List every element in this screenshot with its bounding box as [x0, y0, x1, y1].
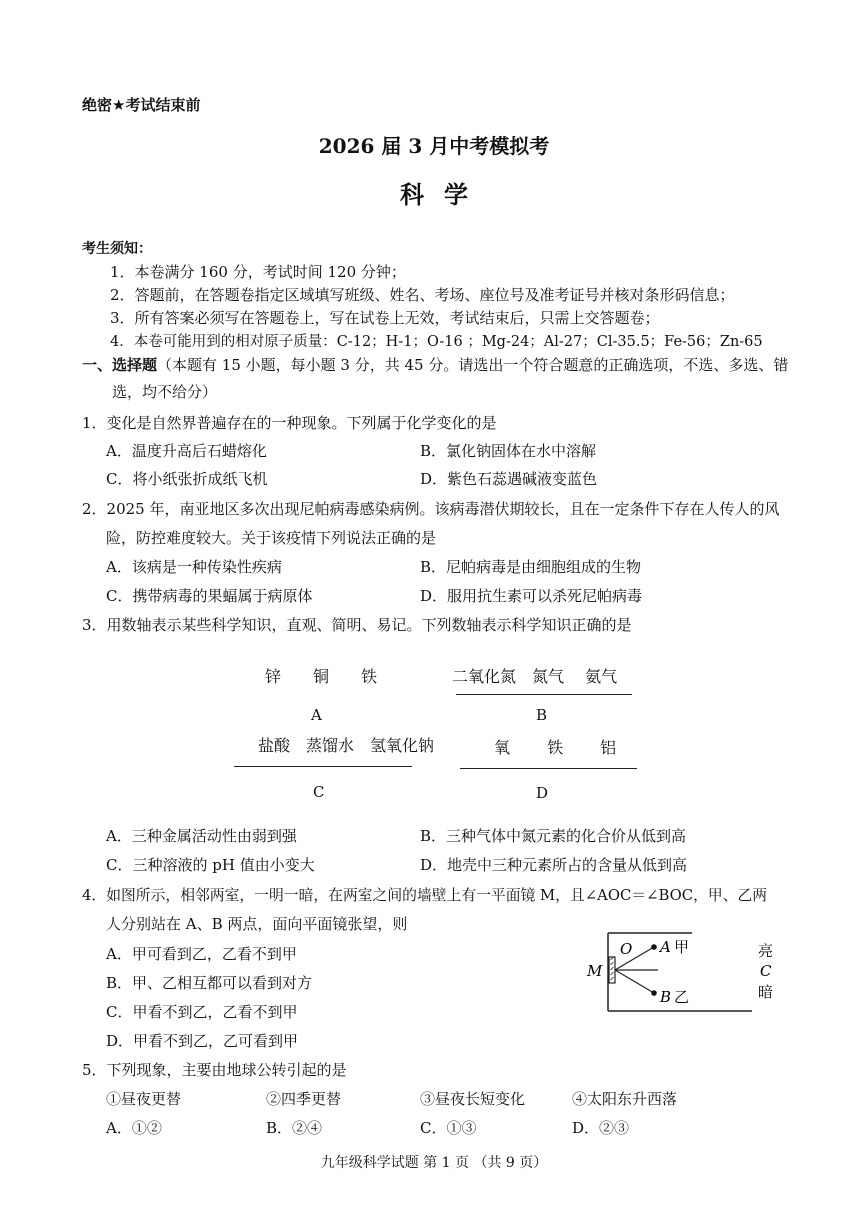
q1-option-d: D．紫色石蕊遇碱液变蓝色 [420, 470, 598, 488]
q4-stem-cont: 人分别站在 A、B 两点，面向平面镜张望，则 [106, 915, 408, 933]
label-a: A [660, 938, 671, 956]
q5-option-b: B．②④ [266, 1119, 323, 1137]
q3-option-d: D．地壳中三种元素所占的含量从低到高 [420, 856, 688, 874]
notice-item: 1．本卷满分 160 分，考试时间 120 分钟； [110, 263, 406, 281]
label-b: B [660, 988, 672, 1006]
q2-stem: 2．2025 年，南亚地区多次出现尼帕病毒感染病例。该病毒潜伏期较长，且在一定条件下存在人传人的风 [82, 500, 780, 518]
section-label: 一、选择题 [82, 356, 158, 374]
section-instructions: （本题有 15 小题，每小题 3 分，共 45 分。请选出一个符合题意的正确选项，不选、多选、错 [157, 356, 789, 374]
q2-option-c: C．携带病毒的果蝠属于病原体 [106, 587, 313, 605]
q4-option-c: C．甲看不到乙，乙看不到甲 [106, 1003, 298, 1021]
q1-option-a: A．温度升高后石蜡熔化 [106, 442, 267, 460]
point-b [651, 990, 657, 996]
ray-ob [615, 970, 654, 993]
q5-option-a: A．①② [106, 1119, 162, 1137]
label-dark: 暗 [758, 983, 774, 1001]
label-c: C [760, 962, 772, 980]
q5-option-d: D．②③ [572, 1119, 630, 1137]
axis-b-letter: B [536, 706, 548, 724]
q2-stem-cont: 险，防控难度较大。关于该疫情下列说法正确的是 [106, 529, 437, 547]
section-instructions-cont: 选，均不给分） [112, 383, 218, 401]
axis-d-items: 氧 铁 铝 [494, 738, 617, 757]
axis-d-letter: D [536, 784, 549, 802]
q4-option-a: A．甲可看到乙，乙看不到甲 [106, 945, 297, 963]
q4-option-d: D．甲看不到乙，乙可看到甲 [106, 1032, 299, 1050]
q1-option-c: C．将小纸张折成纸飞机 [106, 470, 268, 488]
mirror-diagram [580, 925, 800, 1020]
label-bright: 亮 [758, 942, 774, 960]
q2-option-d: D．服用抗生素可以杀死尼帕病毒 [420, 587, 643, 605]
q2-option-a: A．该病是一种传染性疾病 [106, 558, 282, 576]
axis-b-line [456, 694, 632, 695]
q5-phenomenon-4: ④太阳东升西落 [572, 1090, 678, 1108]
axis-b-items: 二氧化氮 氮气 氨气 [452, 667, 618, 686]
label-m: M [587, 962, 603, 980]
q1-option-b: B．氯化钠固体在水中溶解 [420, 442, 597, 460]
q2-option-b: B．尼帕病毒是由细胞组成的生物 [420, 558, 642, 576]
notice-item: 2．答题前，在答题卷指定区域填写班级、姓名、考场、座位号及准考证号并核对条形码信息； [110, 286, 735, 304]
axis-a-items: 锌 铜 铁 [265, 667, 378, 686]
label-jia: 甲 [674, 938, 690, 956]
q3-option-c: C．三种溶液的 pH 值由小变大 [106, 856, 315, 874]
section-header [82, 354, 788, 375]
label-yi: 乙 [674, 988, 690, 1006]
axis-c-letter: C [313, 783, 325, 801]
q5-phenomenon-1: ①昼夜更替 [106, 1090, 182, 1108]
q3-option-a: A．三种金属活动性由弱到强 [106, 827, 297, 845]
point-a [651, 944, 657, 950]
axis-c-line [234, 766, 412, 767]
subject-title: 科学 [400, 180, 488, 209]
q5-phenomenon-3: ③昼夜长短变化 [420, 1090, 526, 1108]
notice-item: 3．所有答案必须写在答题卷上，写在试卷上无效，考试结束后，只需上交答题卷； [110, 309, 660, 327]
q4-stem: 4．如图所示，相邻两室，一明一暗，在两室之间的墙壁上有一平面镜 M，且∠AOC＝∠BOC，甲、乙两 [82, 887, 768, 904]
q4-option-b: B．甲、乙相互都可以看到对方 [106, 974, 313, 992]
axis-a-letter: A [311, 706, 322, 724]
page-footer: 九年级科学试题 第 1 页 （共 9 页） [320, 1155, 548, 1171]
q5-phenomenon-2: ②四季更替 [266, 1090, 342, 1108]
axis-c-items: 盐酸 蒸馏水 氢氧化钠 [258, 736, 435, 755]
q5-option-c: C．①③ [420, 1119, 477, 1137]
mirror-m [609, 957, 615, 983]
q3-option-b: B．三种气体中氮元素的化合价从低到高 [420, 827, 687, 845]
q1-stem: 1．变化是自然界普遍存在的一种现象。下列属于化学变化的是 [82, 414, 497, 432]
label-o: O [620, 940, 633, 958]
confidential-label: 绝密★考试结束前 [82, 96, 201, 114]
axis-d-line [460, 768, 637, 769]
exam-title: 2026 届 3 月中考模拟考 [318, 134, 550, 158]
q3-stem: 3．用数轴表示某些科学知识，直观、简明、易记。下列数轴表示科学知识正确的是 [82, 616, 632, 634]
q5-stem: 5．下列现象，主要由地球公转引起的是 [82, 1061, 347, 1079]
notice-heading: 考生须知： [82, 241, 152, 257]
notice-item: 4．本卷可能用到的相对原子质量：C-12；H-1；O-16 ；Mg-24；Al-27；Cl-35.5；Fe-56；Zn-65 [110, 334, 763, 350]
